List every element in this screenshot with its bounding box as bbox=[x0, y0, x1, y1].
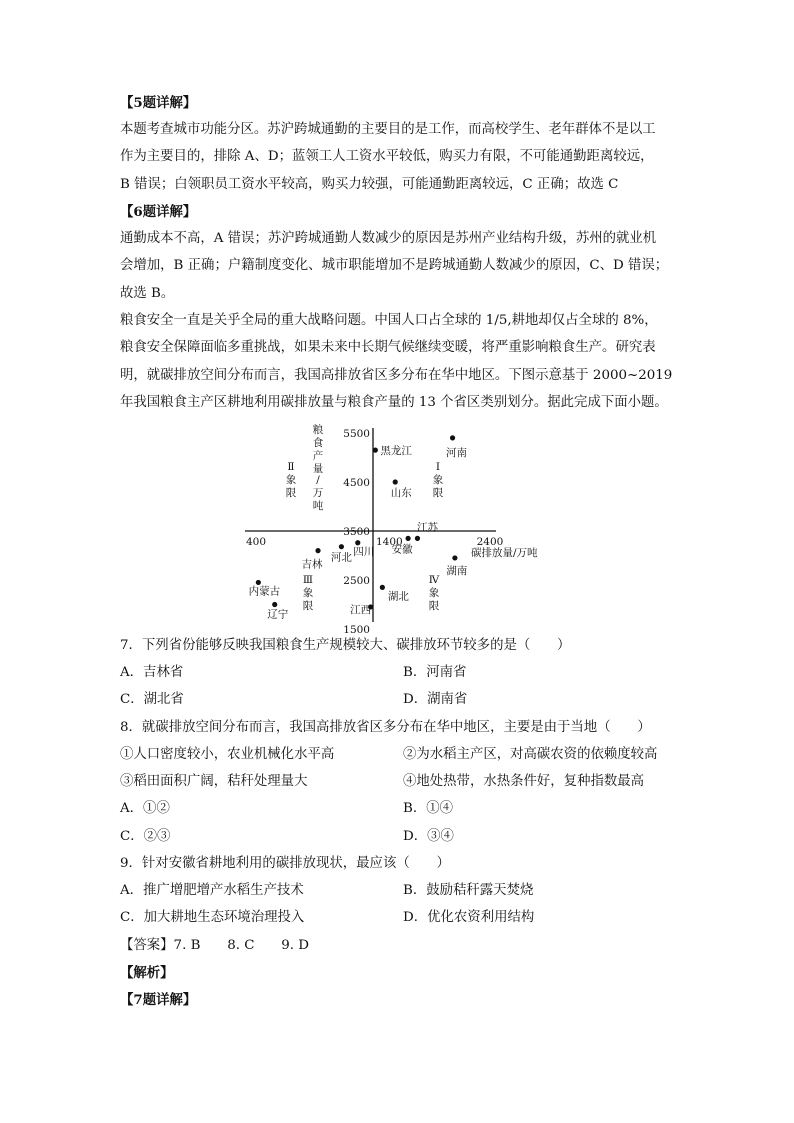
data-point-label: 黑龙江 bbox=[380, 445, 412, 458]
y-tick-label: 1500 bbox=[343, 624, 370, 636]
y-axis-label: 粮食产量/万吨 bbox=[312, 424, 324, 512]
section-7-heading: 【7题详解】 bbox=[120, 992, 197, 1008]
quadrant-label: Ⅱ 象限 bbox=[285, 461, 297, 499]
q8-statement-1: ①人口密度较小，农业机械化水平高 bbox=[120, 747, 335, 762]
q7-option-c[interactable]: C．湖北省 bbox=[120, 692, 184, 707]
q7-option-d[interactable]: D．湖南省 bbox=[403, 692, 468, 707]
passage-line: 粮食安全一直是关乎全局的重大战略问题。中国人口占全球的 1/5,耕地却仅占全球的 8%， bbox=[120, 313, 658, 328]
data-point bbox=[355, 540, 360, 545]
data-point-label: 吉林 bbox=[301, 558, 323, 571]
data-point-label: 江西 bbox=[350, 603, 372, 616]
data-point-label: 辽宁 bbox=[267, 608, 289, 621]
data-point-label: 山东 bbox=[390, 487, 412, 499]
section-5-line: 本题考查城市功能分区。苏沪跨城通勤的主要目的是工作，而高校学生、老年群体不是以工 bbox=[120, 122, 656, 137]
answer-line: 【答案】7. B 8. C 9. D bbox=[120, 938, 310, 953]
passage-line: 年我国粮食主产区耕地利用碳排放量与粮食产量的 13 个省区类别划分。据此完成下面小题。 bbox=[120, 395, 668, 410]
section-6-heading: 【6题详解】 bbox=[120, 204, 197, 220]
x-axis-label: 碳排放量/万吨 bbox=[471, 547, 538, 559]
q9-option-d[interactable]: D．优化农资利用结构 bbox=[403, 910, 535, 925]
q9-option-a[interactable]: A．推广增肥增产水稻生产技术 bbox=[120, 883, 304, 898]
q8-option-d[interactable]: D．③④ bbox=[403, 829, 454, 844]
data-point bbox=[272, 602, 277, 607]
quadrant-label: Ⅳ 象限 bbox=[428, 574, 440, 612]
x-tick-label: 1400 bbox=[376, 536, 403, 548]
q8-option-a[interactable]: A．①② bbox=[120, 801, 170, 816]
q7-option-a[interactable]: A．吉林省 bbox=[120, 665, 184, 680]
analysis-heading: 【解析】 bbox=[120, 965, 174, 981]
data-point bbox=[256, 580, 261, 585]
passage-line: 粮食安全保障面临多重挑战，如果未来中长期气候继续变暖，将严重影响粮食生产。研究表 bbox=[120, 340, 656, 355]
q7-option-b[interactable]: B．河南省 bbox=[403, 665, 467, 680]
quadrant-label: Ⅲ 象限 bbox=[302, 574, 314, 612]
q7-stem: 7．下列省份能够反映我国粮食生产规模较大、碳排放环节较多的是（ ） bbox=[120, 638, 571, 653]
data-point-label: 湖北 bbox=[387, 590, 409, 603]
data-point bbox=[315, 548, 320, 553]
data-point bbox=[380, 585, 385, 590]
data-point bbox=[373, 448, 378, 453]
data-point-label: 内蒙古 bbox=[248, 585, 281, 598]
q9-option-b[interactable]: B．鼓励秸秆露天焚烧 bbox=[403, 883, 534, 898]
data-point bbox=[393, 479, 398, 484]
section-6-line: 故选 B。 bbox=[120, 286, 175, 301]
section-5-line: 作为主要目的，排除 A、D；蓝领工人工资水平较低，购买力有限，不可能通勤距离较远， bbox=[120, 149, 654, 164]
carbon-grain-quadrant-chart bbox=[230, 420, 560, 636]
data-point-label: 江苏 bbox=[416, 521, 438, 534]
data-point bbox=[450, 435, 455, 440]
q9-option-c[interactable]: C．加大耕地生态环境治理投入 bbox=[120, 910, 305, 925]
data-point bbox=[415, 536, 420, 541]
section-6-line: 会增加，B 正确；户籍制度变化、城市职能增加不是跨城通勤人数减少的原因，C、D 错误； bbox=[120, 258, 669, 273]
data-point bbox=[452, 555, 457, 560]
x-tick-label: 400 bbox=[245, 536, 267, 548]
data-point-label: 四川 bbox=[353, 545, 375, 558]
y-tick-label: 3500 bbox=[343, 526, 370, 538]
quadrant-label: Ⅰ 象限 bbox=[432, 461, 444, 499]
q9-stem: 9．针对安徽省耕地利用的碳排放现状，最应该（ ） bbox=[120, 856, 450, 871]
data-point-label: 河北 bbox=[330, 551, 352, 564]
q8-option-c[interactable]: C．②③ bbox=[120, 829, 171, 844]
q8-stem: 8．就碳排放空间分布而言，我国高排放省区多分布在华中地区，主要是由于当地（ ） bbox=[120, 720, 651, 735]
q8-option-b[interactable]: B．①④ bbox=[403, 801, 454, 816]
y-tick-label: 5500 bbox=[343, 428, 370, 440]
passage-line: 明，就碳排放空间分布而言，我国高排放省区多分布在华中地区。下图示意基于 2000~2019 bbox=[120, 368, 673, 383]
q8-statement-2: ②为水稻主产区，对高碳农资的依赖度较高 bbox=[403, 747, 658, 762]
section-5-line: B 错误；白领职员工资水平较高，购买力较强，可能通勤距离较远，C 正确；故选 C bbox=[120, 177, 619, 192]
y-tick-label: 4500 bbox=[343, 477, 370, 489]
data-point-label: 河南 bbox=[446, 446, 468, 459]
q8-statement-4: ④地处热带，水热条件好，复种指数最高 bbox=[403, 774, 645, 789]
section-5-heading: 【5题详解】 bbox=[120, 95, 197, 111]
data-point-label: 安徽 bbox=[391, 543, 413, 556]
x-tick-label: 2400 bbox=[476, 536, 504, 548]
q8-statement-3: ③稻田面积广阔，秸秆处理量大 bbox=[120, 774, 308, 789]
data-point bbox=[406, 536, 411, 541]
data-point-label: 湖南 bbox=[446, 564, 468, 577]
y-tick-label: 2500 bbox=[343, 575, 370, 587]
section-6-line: 通勤成本不高，A 错误；苏沪跨城通勤人数减少的原因是苏州产业结构升级，苏州的就业机 bbox=[120, 231, 657, 246]
data-point bbox=[339, 544, 344, 549]
